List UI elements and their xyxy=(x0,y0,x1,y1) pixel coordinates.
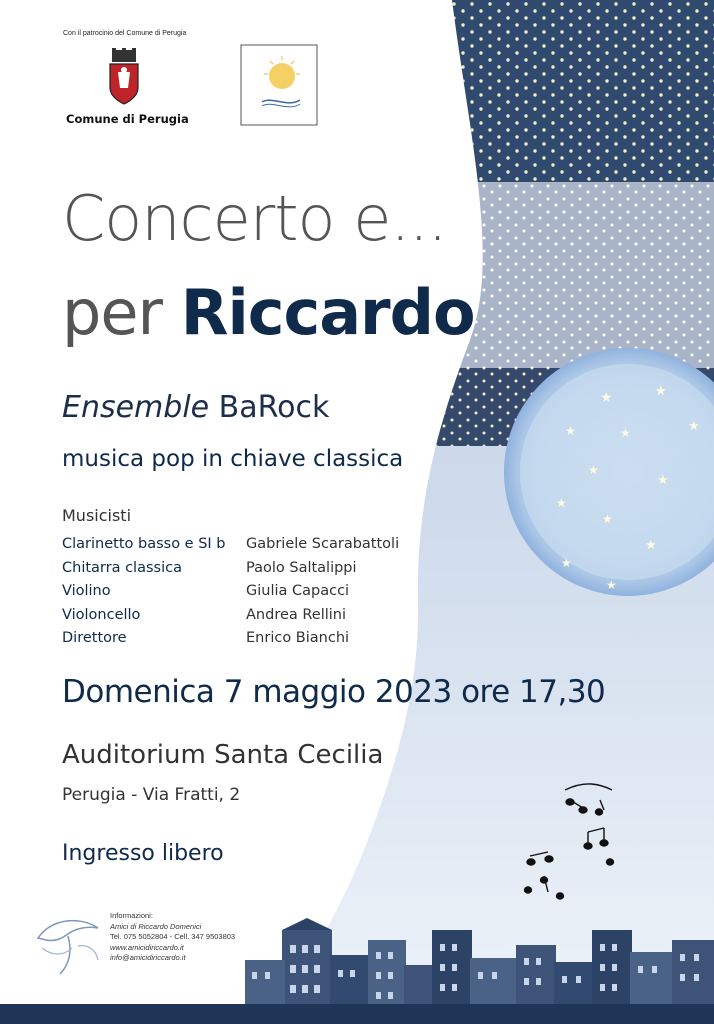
role-item: Violoncello xyxy=(62,606,141,623)
dolphin-icon xyxy=(32,908,104,978)
comune-label: Comune di Perugia xyxy=(66,112,189,126)
svg-text:★: ★ xyxy=(645,538,657,553)
musician-name: Paolo Saltalippi xyxy=(246,559,357,576)
event-venue: Auditorium Santa Cecilia xyxy=(62,740,384,770)
entry-note: Ingresso libero xyxy=(62,841,224,866)
info-block xyxy=(110,911,235,964)
svg-text:★: ★ xyxy=(556,496,567,510)
musician-name: Enrico Bianchi xyxy=(246,630,350,646)
role-item: Violino xyxy=(62,583,111,599)
event-date: Domenica 7 maggio 2023 ore 17,30 xyxy=(62,674,606,710)
musician-name: Gabriele Scarabattoli xyxy=(246,536,400,552)
title-line-1: Concerto e... xyxy=(62,182,447,255)
musicisti-heading: Musicisti xyxy=(62,506,132,525)
musician-roles xyxy=(62,533,226,651)
ensemble-label: Ensemble xyxy=(62,390,210,425)
svg-text:★: ★ xyxy=(620,426,631,440)
svg-text:★: ★ xyxy=(588,463,599,477)
info-email-link[interactable]: info@amicidiriccardo.it xyxy=(110,953,186,962)
info-label: Informazioni: xyxy=(110,911,153,920)
info-org: Amici di Riccardo Domenici xyxy=(110,921,202,931)
svg-text:★: ★ xyxy=(688,419,700,434)
musician-names xyxy=(246,533,399,651)
amici-di-riccardo-logo xyxy=(240,44,318,126)
event-address: Perugia - Via Fratti, 2 xyxy=(62,785,241,805)
title-line-2-prefix: per xyxy=(62,276,181,349)
svg-text:★: ★ xyxy=(600,390,613,406)
role-item: Clarinetto basso e SI b xyxy=(62,536,226,552)
ensemble-heading xyxy=(62,390,329,425)
role-item: Direttore xyxy=(62,630,127,646)
perugia-crest-icon xyxy=(107,48,141,106)
musician-name: Giulia Capacci xyxy=(246,583,350,599)
info-phones: Tel. 075 5052804 - Cell. 347 9503803 xyxy=(110,932,236,941)
ensemble-name: BaRock xyxy=(218,390,330,425)
role-item: Chitarra classica xyxy=(62,559,182,576)
svg-text:★: ★ xyxy=(606,578,617,592)
info-website-link[interactable]: www.amicidiriccardo.it xyxy=(110,942,184,952)
title-line-2 xyxy=(62,276,475,349)
svg-text:★: ★ xyxy=(561,556,572,570)
subtitle: musica pop in chiave classica xyxy=(62,446,404,472)
svg-text:★: ★ xyxy=(657,473,669,488)
title-name: Riccardo xyxy=(180,276,475,349)
svg-text:★: ★ xyxy=(602,512,613,526)
musician-name: Andrea Rellini xyxy=(246,606,347,623)
svg-text:★: ★ xyxy=(565,424,576,438)
patrocinio-text: Con il patrocinio del Comune di Perugia xyxy=(63,30,187,37)
svg-text:★: ★ xyxy=(655,384,667,399)
